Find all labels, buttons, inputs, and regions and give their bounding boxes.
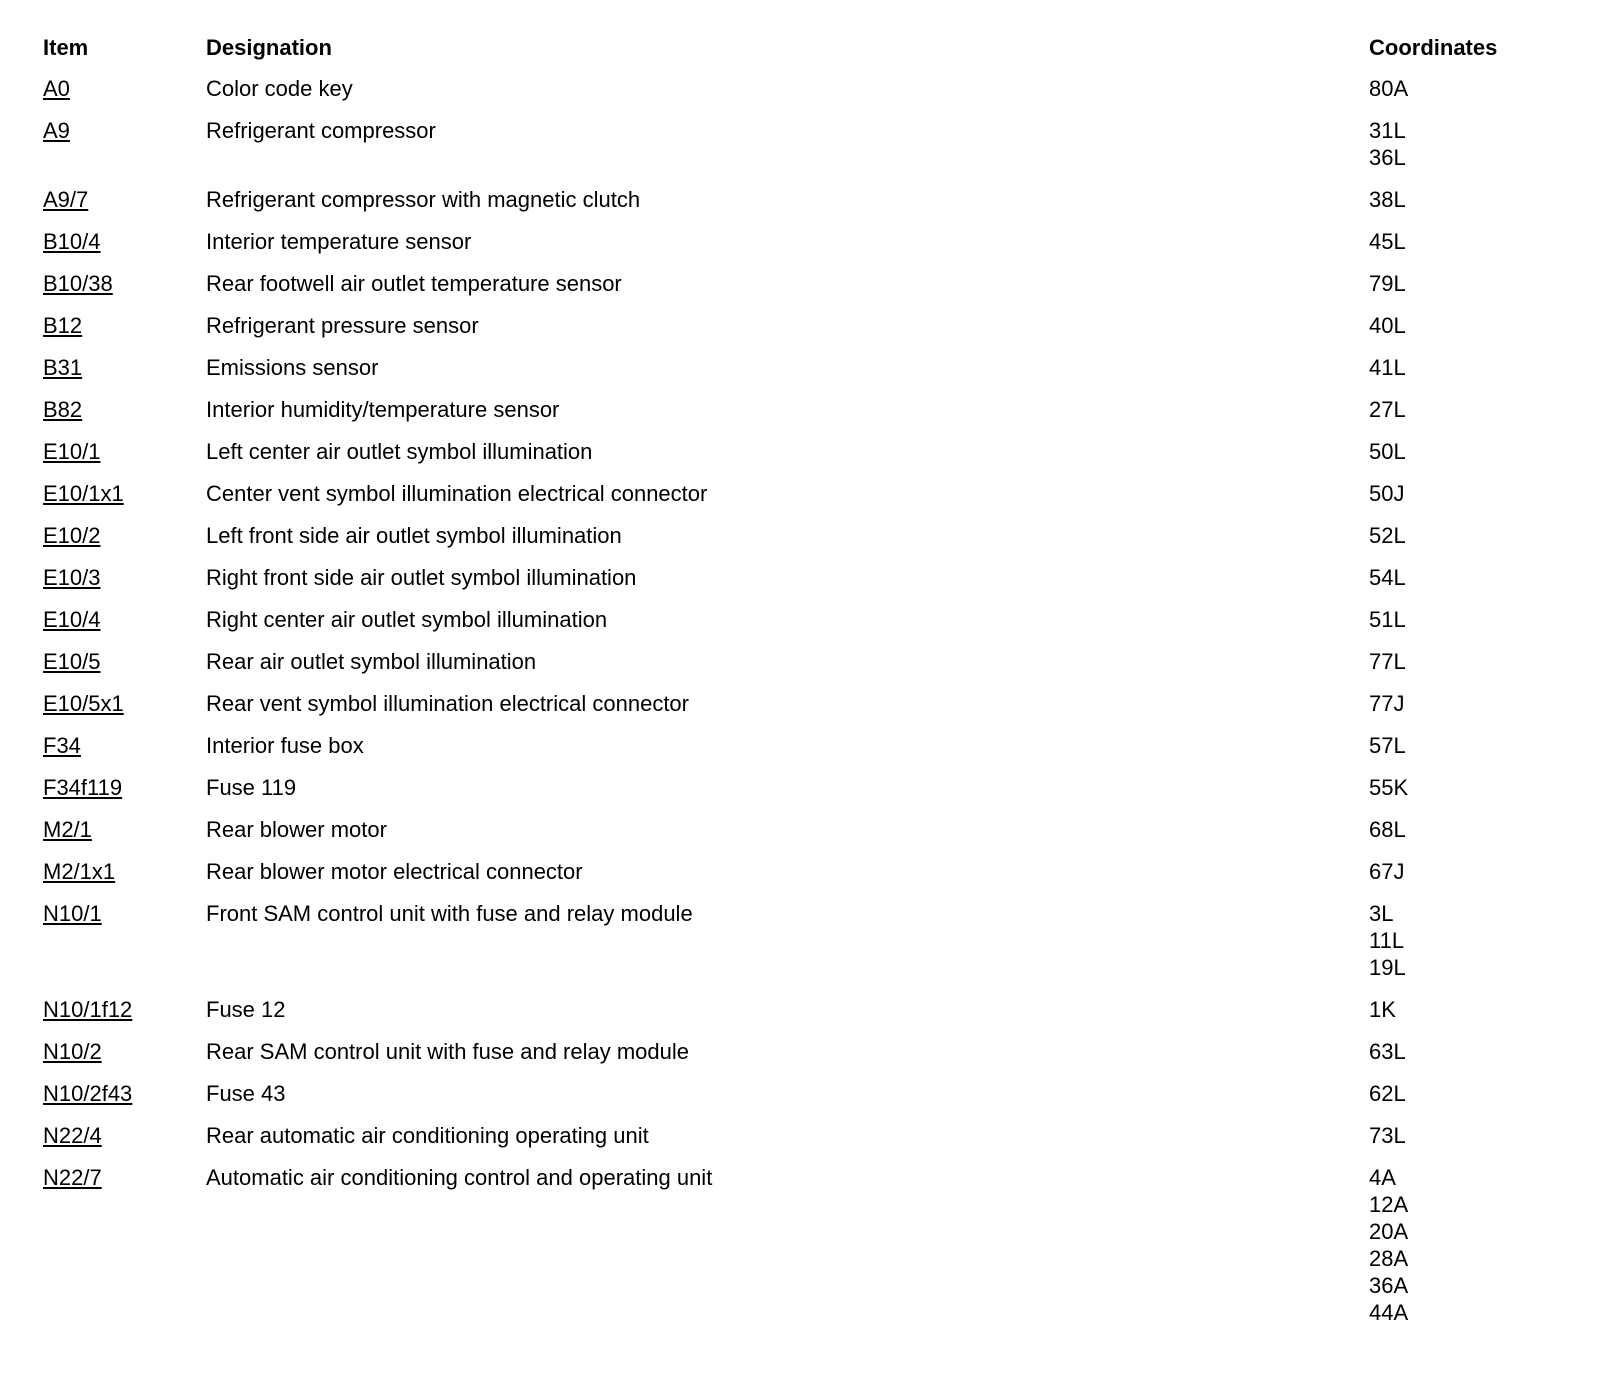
coordinate-value: 67J (1369, 859, 1405, 884)
coordinate-value: 11L (1369, 928, 1405, 953)
designation-cell: Rear vent symbol illumination electrical connector (206, 691, 689, 716)
item-cell (43, 396, 206, 423)
coordinates-cell (1369, 816, 1569, 843)
coordinate-value: 12A (1369, 1192, 1409, 1217)
coordinate-value: 57L (1369, 733, 1406, 758)
table-row (43, 75, 1573, 117)
coordinate-value: 77J (1369, 691, 1405, 716)
coordinate-value: 50J (1369, 481, 1405, 506)
item-link[interactable]: B82 (43, 397, 83, 422)
item-link[interactable]: E10/4 (43, 607, 101, 632)
designation-cell: Front SAM control unit with fuse and relay module (206, 901, 693, 926)
coordinate-value: 51L (1369, 607, 1406, 632)
coordinates-cell (1369, 228, 1569, 255)
coordinate-value: 68L (1369, 817, 1406, 842)
table-row (43, 648, 1573, 690)
item-cell (43, 228, 206, 255)
coordinate-value: 77L (1369, 649, 1406, 674)
designation-cell: Rear blower motor electrical connector (206, 859, 583, 884)
coordinates-cell (1369, 270, 1569, 297)
designation-cell: Left center air outlet symbol illumination (206, 439, 593, 464)
item-link[interactable]: B12 (43, 313, 83, 338)
item-cell (43, 522, 206, 549)
item-cell (43, 438, 206, 465)
designation-cell: Left front side air outlet symbol illumination (206, 523, 622, 548)
item-cell (43, 117, 206, 144)
table-row (43, 186, 1573, 228)
table-row (43, 858, 1573, 900)
item-cell (43, 996, 206, 1023)
item-cell (43, 690, 206, 717)
item-link[interactable]: E10/5 (43, 649, 101, 674)
coordinate-value: 3L (1369, 901, 1394, 926)
item-link[interactable]: A9/7 (43, 187, 89, 212)
coordinates-cell (1369, 354, 1569, 381)
designation-cell: Interior fuse box (206, 733, 364, 758)
item-cell (43, 354, 206, 381)
coordinates-cell (1369, 1038, 1569, 1065)
table-row (43, 1164, 1573, 1341)
designation-cell: Rear air outlet symbol illumination (206, 649, 537, 674)
item-link[interactable]: M2/1 (43, 817, 92, 842)
coordinates-cell (1369, 186, 1569, 213)
item-link[interactable]: N10/1f12 (43, 997, 133, 1022)
table-header (43, 33, 1573, 75)
coordinates-cell (1369, 75, 1569, 102)
coordinates-cell (1369, 1080, 1569, 1107)
coordinates-cell (1369, 1122, 1569, 1149)
coordinates-cell (1369, 858, 1569, 885)
coordinates-cell (1369, 774, 1569, 801)
table-row (43, 354, 1573, 396)
coordinate-value: 40L (1369, 313, 1406, 338)
item-link[interactable]: E10/5x1 (43, 691, 124, 716)
table-row (43, 228, 1573, 270)
item-cell (43, 858, 206, 885)
item-cell (43, 900, 206, 927)
item-cell (43, 1038, 206, 1065)
designation-cell: Fuse 43 (206, 1081, 286, 1106)
coordinates-cell (1369, 900, 1569, 981)
table-row (43, 690, 1573, 732)
item-cell (43, 1122, 206, 1149)
coordinate-value: 62L (1369, 1081, 1406, 1106)
table-row (43, 564, 1573, 606)
coordinate-value: 73L (1369, 1123, 1406, 1148)
table-row (43, 117, 1573, 186)
item-cell (43, 816, 206, 843)
item-link[interactable]: M2/1x1 (43, 859, 116, 884)
coordinates-cell (1369, 1164, 1569, 1326)
item-cell (43, 606, 206, 633)
item-cell (43, 732, 206, 759)
coordinate-value: 4A (1369, 1165, 1396, 1190)
table-row (43, 996, 1573, 1038)
designation-cell: Interior temperature sensor (206, 229, 472, 254)
table-row (43, 1122, 1573, 1164)
designation-cell: Interior humidity/temperature sensor (206, 397, 560, 422)
designation-cell: Center vent symbol illumination electrical connector (206, 481, 708, 506)
table-row (43, 900, 1573, 996)
coordinate-value: 20A (1369, 1219, 1409, 1244)
coordinates-cell (1369, 732, 1569, 759)
designation-cell: Rear automatic air conditioning operating unit (206, 1123, 649, 1148)
designation-cell: Refrigerant compressor (206, 118, 436, 143)
item-cell (43, 75, 206, 102)
coordinate-value: 27L (1369, 397, 1406, 422)
table-row (43, 774, 1573, 816)
coordinate-value: 80A (1369, 76, 1409, 101)
item-link[interactable]: A9 (43, 118, 70, 143)
table-row (43, 480, 1573, 522)
item-link[interactable]: F34f119 (43, 775, 123, 800)
coordinates-cell (1369, 564, 1569, 591)
item-link[interactable]: E10/3 (43, 565, 101, 590)
coordinate-value: 44A (1369, 1300, 1409, 1325)
item-cell (43, 1080, 206, 1107)
item-link[interactable]: B10/4 (43, 229, 101, 254)
coordinate-value: 36L (1369, 145, 1406, 170)
component-table (43, 33, 1573, 1341)
item-link[interactable]: A0 (43, 76, 70, 101)
coordinate-value: 55K (1369, 775, 1409, 800)
item-link[interactable]: E10/1 (43, 439, 101, 464)
table-row (43, 396, 1573, 438)
item-cell (43, 480, 206, 507)
coordinate-value: 41L (1369, 355, 1406, 380)
designation-cell: Emissions sensor (206, 355, 379, 380)
coordinate-value: 36A (1369, 1273, 1409, 1298)
coordinate-value: 54L (1369, 565, 1406, 590)
designation-cell: Rear SAM control unit with fuse and relay module (206, 1039, 690, 1064)
header-coordinates: Coordinates (1369, 35, 1498, 60)
table-row (43, 816, 1573, 858)
coordinate-value: 38L (1369, 187, 1406, 212)
coordinates-cell (1369, 117, 1569, 171)
coordinates-cell (1369, 522, 1569, 549)
table-row (43, 312, 1573, 354)
table-body (43, 75, 1573, 1341)
header-item: Item (43, 35, 89, 60)
table-row (43, 270, 1573, 312)
item-cell (43, 564, 206, 591)
item-cell (43, 186, 206, 213)
designation-cell: Automatic air conditioning control and operating unit (206, 1165, 713, 1190)
item-link[interactable]: E10/1x1 (43, 481, 124, 506)
table-row (43, 438, 1573, 480)
coordinate-value: 1K (1369, 997, 1396, 1022)
item-link[interactable]: F34 (43, 733, 81, 758)
designation-cell: Rear blower motor (206, 817, 387, 842)
designation-cell: Refrigerant compressor with magnetic clutch (206, 187, 641, 212)
item-link[interactable]: N10/1 (43, 901, 102, 926)
designation-cell: Refrigerant pressure sensor (206, 313, 479, 338)
coordinates-cell (1369, 312, 1569, 339)
coordinates-cell (1369, 396, 1569, 423)
item-link[interactable]: N22/7 (43, 1165, 102, 1190)
designation-cell: Right center air outlet symbol illumination (206, 607, 608, 632)
item-cell (43, 648, 206, 675)
item-link[interactable]: N10/2f43 (43, 1081, 133, 1106)
table-row (43, 732, 1573, 774)
coordinate-value: 28A (1369, 1246, 1409, 1271)
coordinates-cell (1369, 996, 1569, 1023)
item-link[interactable]: B31 (43, 355, 83, 380)
coordinate-value: 63L (1369, 1039, 1406, 1064)
table-row (43, 1080, 1573, 1122)
header-designation: Designation (206, 35, 332, 60)
table-row (43, 606, 1573, 648)
item-cell (43, 1164, 206, 1191)
item-link[interactable]: N10/2 (43, 1039, 102, 1064)
table-row (43, 1038, 1573, 1080)
table-row (43, 522, 1573, 564)
item-cell (43, 774, 206, 801)
item-cell (43, 270, 206, 297)
designation-cell: Fuse 119 (206, 775, 297, 800)
coordinates-cell (1369, 438, 1569, 465)
designation-cell: Rear footwell air outlet temperature sensor (206, 271, 622, 296)
coordinates-cell (1369, 606, 1569, 633)
coordinates-cell (1369, 480, 1569, 507)
designation-cell: Fuse 12 (206, 997, 286, 1022)
coordinate-value: 79L (1369, 271, 1406, 296)
item-cell (43, 312, 206, 339)
coordinates-cell (1369, 648, 1569, 675)
item-link[interactable]: N22/4 (43, 1123, 102, 1148)
item-link[interactable]: B10/38 (43, 271, 113, 296)
coordinates-cell (1369, 690, 1569, 717)
designation-cell: Right front side air outlet symbol illumination (206, 565, 637, 590)
coordinate-value: 19L (1369, 955, 1406, 980)
coordinate-value: 52L (1369, 523, 1406, 548)
coordinate-value: 31L (1369, 118, 1406, 143)
coordinate-value: 50L (1369, 439, 1406, 464)
coordinate-value: 45L (1369, 229, 1406, 254)
item-link[interactable]: E10/2 (43, 523, 101, 548)
designation-cell: Color code key (206, 76, 353, 101)
